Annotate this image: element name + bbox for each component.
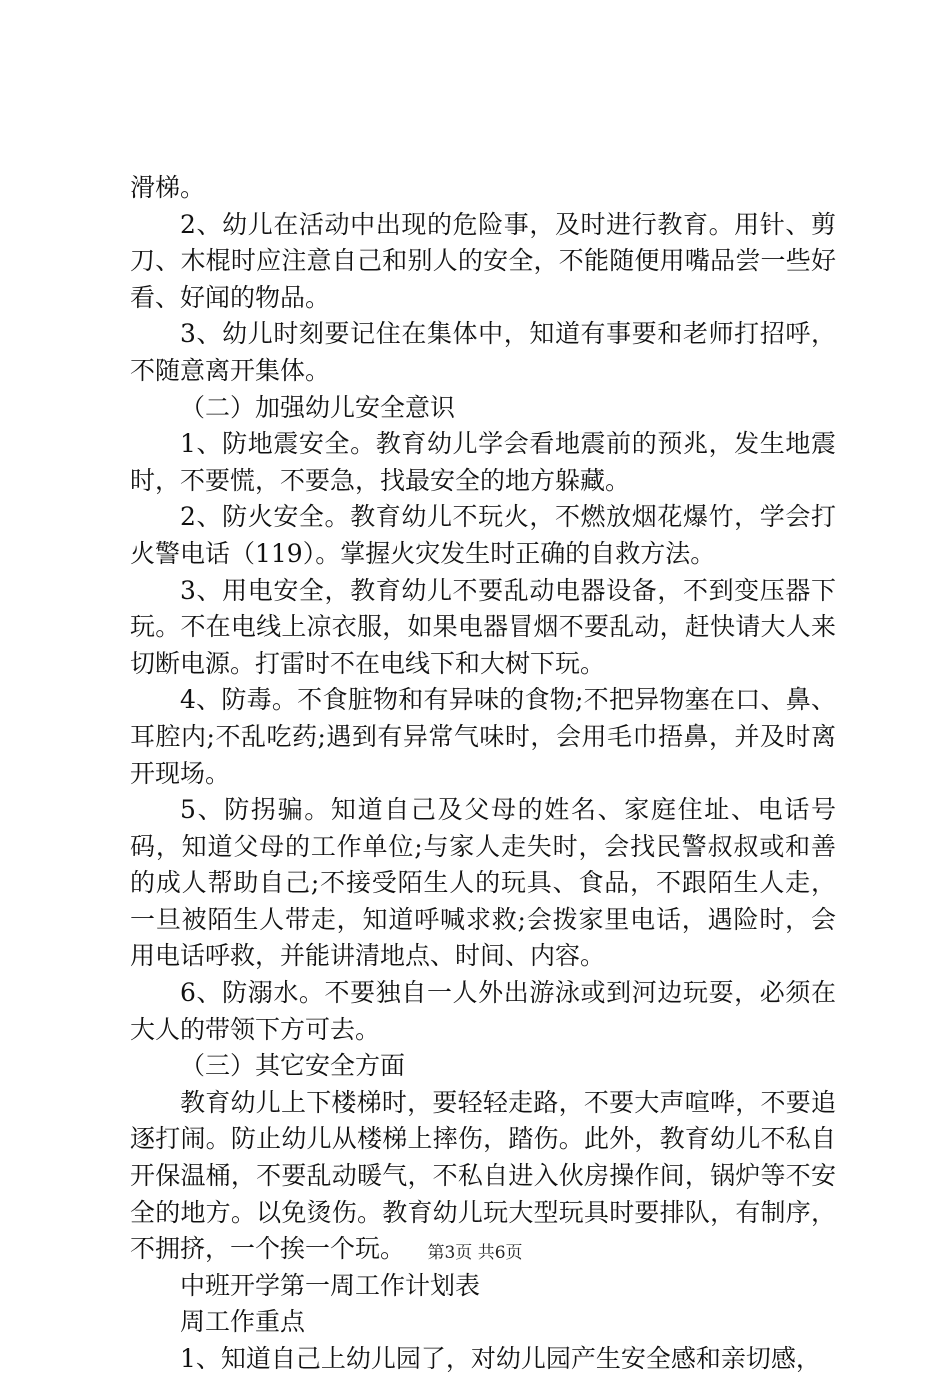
paragraph: 3、幼儿时刻要记住在集体中，知道有事要和老师打招呼，不随意离开集体。	[130, 319, 836, 385]
paragraph: 3、用电安全，教育幼儿不要乱动电器设备，不到变压器下玩。不在电线上凉衣服，如果电器冒烟不要乱动，赶快请大人来切断电源。打雷时不在电线下和大树下玩。	[130, 575, 836, 678]
section-heading: （二）加强幼儿安全意识	[180, 392, 456, 422]
section-heading: （三）其它安全方面	[180, 1051, 406, 1081]
paragraph: 5、防拐骗。知道自己及父母的姓名、家庭住址、电话号码，知道父母的工作单位;与家人走失时，会找民警叔叔或和善的成人帮助自己;不接受陌生人的玩具、食品，不跟陌生人走，一旦被陌生人带走，知道呼喊求救;会拨家里电话，遇险时，会用电话呼救，并能讲清地点、时间、内容。	[130, 795, 836, 971]
paragraph: 6、防溺水。不要独自一人外出游泳或到河边玩耍，必须在大人的带领下方可去。	[130, 978, 836, 1044]
paragraph: 2、防火安全。教育幼儿不玩火，不燃放烟花爆竹，学会打火警电话（119）。掌握火灾发生时正确的自救方法。	[130, 502, 836, 568]
paragraph: 4、防毒。不食脏物和有异味的食物;不把异物塞在口、鼻、耳腔内;不乱吃药;遇到有异常气味时，会用毛巾捂鼻，并及时离开现场。	[130, 685, 836, 788]
page-number-footer: 第3页 共6页	[427, 1243, 523, 1263]
paragraph: 滑梯。	[130, 173, 206, 202]
paragraph: 1、知道自己上幼儿园了，对幼儿园产生安全感和亲切感，	[180, 1344, 821, 1373]
paragraph: 1、防地震安全。教育幼儿学会看地震前的预兆，发生地震时，不要慌，不要急，找最安全的地方躲藏。	[130, 429, 836, 495]
paragraph: 教育幼儿上下楼梯时，要轻轻走路，不要大声喧哗，不要追逐打闹。防止幼儿从楼梯上摔伤，踏伤。此外，教育幼儿不私自开保温桶，不要乱动暖气，不私自进入伙房操作间，锅炉等不安全的地方。以免烫伤。教育幼儿玩大型玩具时要排队，有制序，不拥挤，一个挨一个玩。	[130, 1087, 836, 1264]
paragraph: 2、幼儿在活动中出现的危险事，及时进行教育。用针、剪刀、木棍时应注意自己和别人的安全，不能随便用嘴品尝一些好看、好闻的物品。	[130, 209, 836, 312]
table-title: 中班开学第一周工作计划表	[180, 1270, 481, 1300]
document-body	[130, 170, 836, 1378]
subheading: 周工作重点	[180, 1307, 306, 1337]
